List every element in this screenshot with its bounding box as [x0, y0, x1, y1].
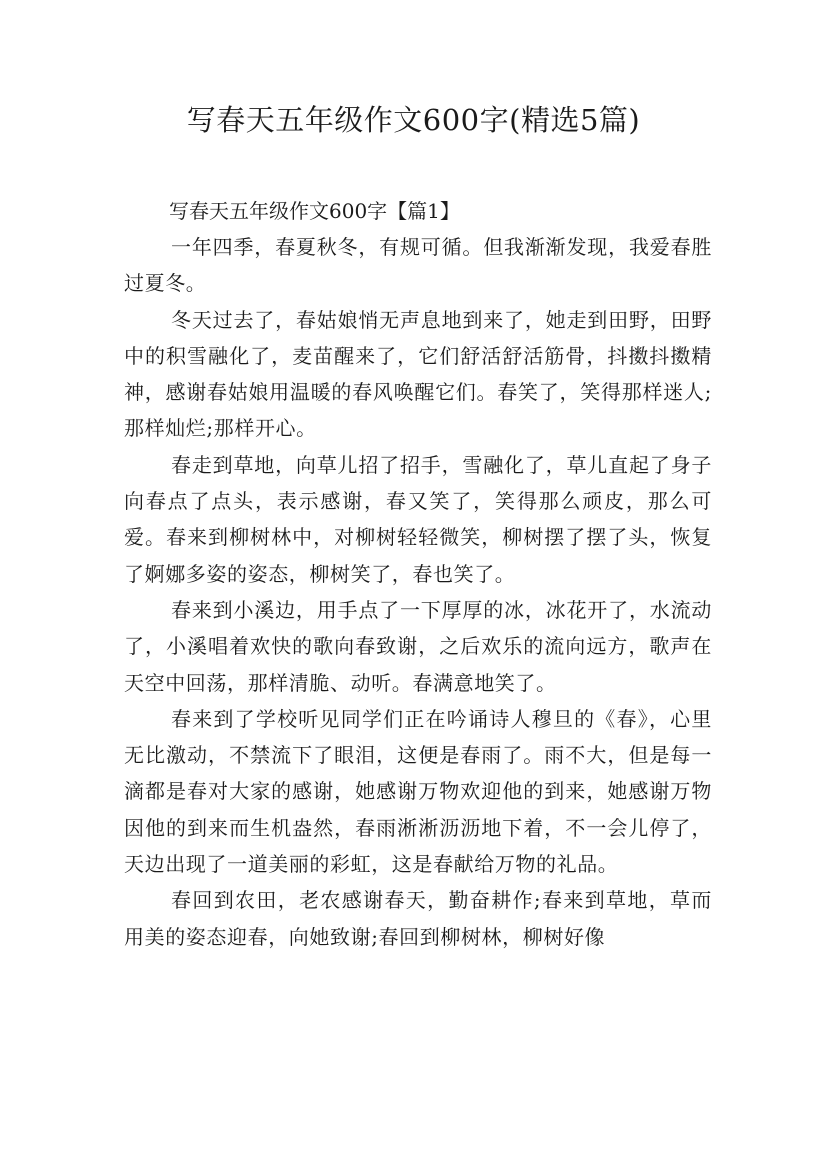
- section-heading: 写春天五年级作文600字【篇1】: [169, 199, 460, 223]
- paragraph-2: 冬天过去了，春姑娘悄无声息地到来了，她走到田野，田野中的积雪融化了，麦苗醒来了，它们舒活舒活筋骨，抖擞抖擞精神，感谢春姑娘用温暖的春风唤醒它们。春笑了，笑得那样迷人;那样灿烂;那样开心。: [124, 307, 712, 441]
- document-title: 写春天五年级作文600字(精选5篇): [186, 103, 641, 137]
- paragraph-6: 春回到农田，老农感谢春天，勤奋耕作;春来到草地，草而用美的姿态迎春，向她致谢;春回到柳树林，柳树好像: [124, 888, 712, 949]
- paragraph-4: 春来到小溪边，用手点了一下厚厚的冰，冰花开了，水流动了，小溪唱着欢快的歌向春致谢，之后欢乐的流向远方，歌声在天空中回荡，那样清脆、动听。春满意地笑了。: [124, 597, 712, 695]
- paragraph-5: 春来到了学校听见同学们正在吟诵诗人穆旦的《春》，心里无比激动，不禁流下了眼泪，这便是春雨了。雨不大，但是每一滴都是春对大家的感谢，她感谢万物欢迎他的到来，她感谢万物因他的到来而生机盎然，春雨淅淅沥沥地下着，不一会儿停了，天边出现了一道美丽的彩虹，这是春献给万物的礼品。: [124, 706, 712, 877]
- paragraph-1: 一年四季，春夏秋冬，有规可循。但我渐渐发现，我爱春胜过夏冬。: [124, 235, 712, 296]
- paragraph-3: 春走到草地，向草儿招了招手，雪融化了，草儿直起了身子向春点了点头，表示感谢，春又笑了，笑得那么顽皮，那么可爱。春来到柳树林中，对柳树轻轻微笑，柳树摆了摆了头，恢复了婀娜多姿的姿态，柳树笑了，春也笑了。: [124, 452, 712, 586]
- document-body: [124, 193, 712, 955]
